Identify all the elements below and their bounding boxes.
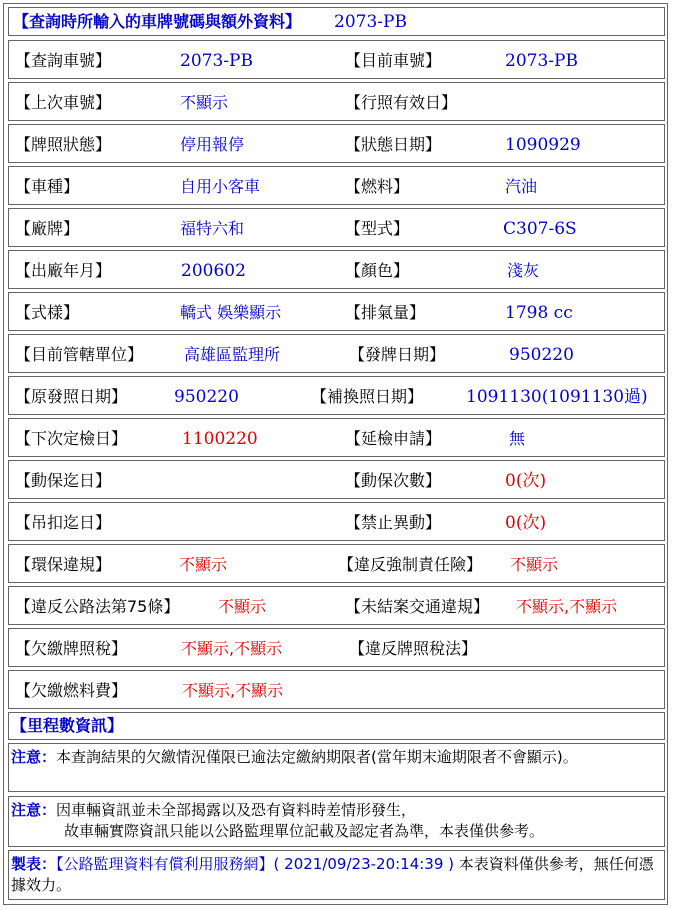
note-1-label: 注意： [11,748,57,766]
value: C307-6S [503,219,577,239]
label: 【欠繳牌照稅】 [15,639,128,658]
value: 轎式 娛樂顯示 [180,303,282,322]
label: 【欠繳燃料費】 [15,681,128,700]
value: 汽油 [505,177,538,196]
table-row [8,250,665,289]
maker-note [11,854,661,896]
note-2 [11,800,661,842]
header-row [8,7,665,36]
value: 2073-PB [505,51,578,71]
maker-source: 【公路監理資料有償利用服務網】 [56,855,274,873]
header-title: 【查詢時所輸入的車牌號碼與額外資料】 [13,12,302,31]
header-plate: 2073-PB [334,12,407,32]
mileage-header: 【里程數資訊】 [11,716,124,735]
note-1-text: 本查詢結果的欠繳情況僅限已逾法定繳納期限者(當年期末逾期限者不會顯示)。 [56,748,578,766]
maker-label: 製表： [11,855,57,873]
value: 950220 [174,387,239,407]
label: 【上次車號】 [15,93,112,112]
value: 高雄區監理所 [184,345,281,364]
table-row [8,208,665,247]
label: 【牌照狀態】 [15,135,112,154]
note-row [8,796,665,847]
table-row [8,292,665,331]
value: 無 [509,429,526,448]
value: 不顯示 [510,555,559,574]
label: 【動保次數】 [345,471,442,490]
value: 1798 cc [505,303,573,323]
maker-tail: 本表資料僅供參考，無任何憑據效力。 [11,855,654,894]
label: 【補換照日期】 [311,387,424,406]
value: 200602 [181,261,246,281]
label: 【行照有效日】 [345,93,458,112]
table-row [8,544,665,583]
value: 自用小客車 [180,177,261,196]
note-2-label: 注意： [11,801,57,819]
table-row [8,166,665,205]
table-row [8,586,665,625]
value: 1090929 [505,135,581,155]
value: 950220 [509,345,574,365]
value: 停用報停 [180,135,245,154]
label: 【目前車號】 [345,51,442,70]
label: 【下次定檢日】 [15,429,128,448]
label: 【未結案交通違規】 [345,597,490,616]
value: 1100220 [182,429,258,449]
table-row [8,82,665,121]
label: 【禁止異動】 [345,513,442,532]
maker-time: ( 2021/09/23-20:14:39 ) [273,855,455,873]
table-row [8,502,665,541]
label: 【違反強制責任險】 [338,555,483,574]
label: 【違反牌照稅法】 [349,639,478,658]
value: 1091130(1091130過) [466,387,648,407]
value: 0(次) [505,471,547,491]
table-row [8,418,665,457]
table-row [8,40,665,79]
value: 不顯示,不顯示 [181,639,283,658]
value: 福特六和 [180,219,245,238]
table-row [8,334,665,373]
value: 淺灰 [507,261,540,280]
label: 【式樣】 [15,303,80,322]
mileage-header-row [8,712,665,740]
report-frame [3,3,668,905]
table-row [8,670,665,709]
label: 【原發照日期】 [15,387,128,406]
label: 【吊扣迄日】 [15,513,112,532]
note-2-line-1: 因車輛資訊並未全部揭露以及恐有資料時差情形發生， [56,801,417,819]
label: 【燃料】 [345,177,410,196]
label: 【狀態日期】 [345,135,442,154]
value: 不顯示,不顯示 [516,597,618,616]
label: 【車種】 [15,177,80,196]
note-row [8,743,665,792]
label: 【延檢申請】 [345,429,442,448]
label: 【出廠年月】 [15,261,112,280]
label: 【環保違規】 [15,555,112,574]
label: 【排氣量】 [345,303,426,322]
label: 【廠牌】 [15,219,80,238]
label: 【目前管轄單位】 [15,345,144,364]
label: 【發牌日期】 [349,345,446,364]
table-row [8,124,665,163]
label: 【查詢車號】 [15,51,112,70]
value: 不顯示 [179,555,228,574]
value: 不顯示 [218,597,267,616]
maker-row [8,850,665,900]
label: 【違反公路法第75條】 [15,597,180,616]
table-row [8,460,665,499]
value: 不顯示,不顯示 [182,681,284,700]
label: 【顏色】 [345,261,410,280]
note-2-line-2: 故車輛實際資訊只能以公路監理單位記載及認定者為準，本表僅供參考。 [64,822,545,840]
table-row [8,376,665,415]
value: 不顯示 [180,93,229,112]
note-1 [11,747,661,768]
label: 【型式】 [345,219,410,238]
value: 2073-PB [180,51,253,71]
label: 【動保迄日】 [15,471,112,490]
value: 0(次) [505,513,547,533]
table-row [8,628,665,667]
